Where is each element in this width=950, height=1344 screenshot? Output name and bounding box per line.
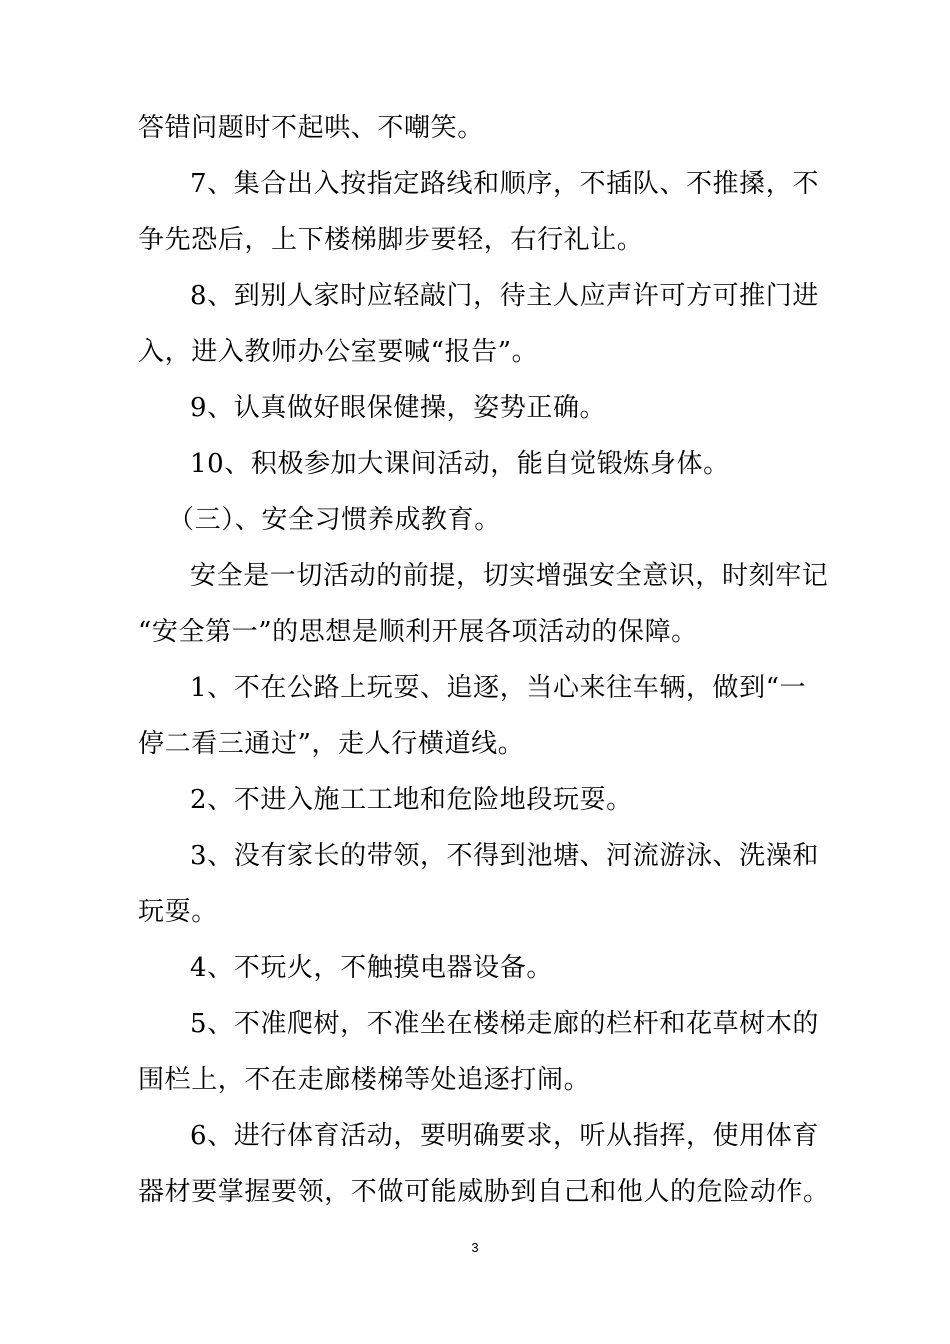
text-line-3: 争先恐后，上下楼梯脚步要轻，右行礼让。	[138, 225, 644, 255]
text-line-1: 答错问题时不起哄、不嘲笑。	[138, 113, 484, 143]
text-line-20: 器材要掌握要领，不做可能威胁到自己和他人的危险动作。	[138, 1177, 830, 1207]
text-line-17: 5、不准爬树，不准坐在楼梯走廊的栏杆和花草树木的	[190, 1009, 819, 1039]
text-line-19: 6、进行体育活动，要明确要求，听从指挥，使用体育	[190, 1121, 819, 1151]
text-line-12: 停二看三通过”，走人行横道线。	[138, 729, 525, 759]
section-heading: （三）、安全习惯养成教育。	[168, 505, 501, 535]
text-line-9: 安全是一切活动的前提，切实增强安全意识，时刻牢记	[190, 561, 829, 591]
text-line-6: 9、认真做好眼保健操，姿势正确。	[190, 393, 607, 423]
text-line-2: 7、集合出入按指定路线和顺序，不插队、不推搡，不	[190, 169, 819, 199]
text-line-5: 入，进入教师办公室要喊“报告”。	[138, 337, 539, 367]
text-line-15: 玩耍。	[138, 897, 218, 927]
text-line-11: 1、不在公路上玩耍、追逐，当心来往车辆，做到“一	[190, 673, 807, 703]
page-number: 3	[471, 1240, 479, 1255]
text-line-4: 8、到别人家时应轻敲门，待主人应声许可方可推门进	[190, 281, 819, 311]
text-line-7: 10、积极参加大课间活动，能自觉锻炼身体。	[190, 449, 730, 479]
text-line-13: 2、不进入施工工地和危险地段玩耍。	[190, 785, 633, 815]
text-line-10: “安全第一”的思想是顺利开展各项活动的保障。	[138, 617, 698, 647]
text-line-14: 3、没有家长的带领，不得到池塘、河流游泳、洗澡和	[190, 841, 819, 871]
text-line-18: 围栏上，不在走廊楼梯等处追逐打闹。	[138, 1065, 591, 1095]
text-line-16: 4、不玩火，不触摸电器设备。	[190, 953, 553, 983]
